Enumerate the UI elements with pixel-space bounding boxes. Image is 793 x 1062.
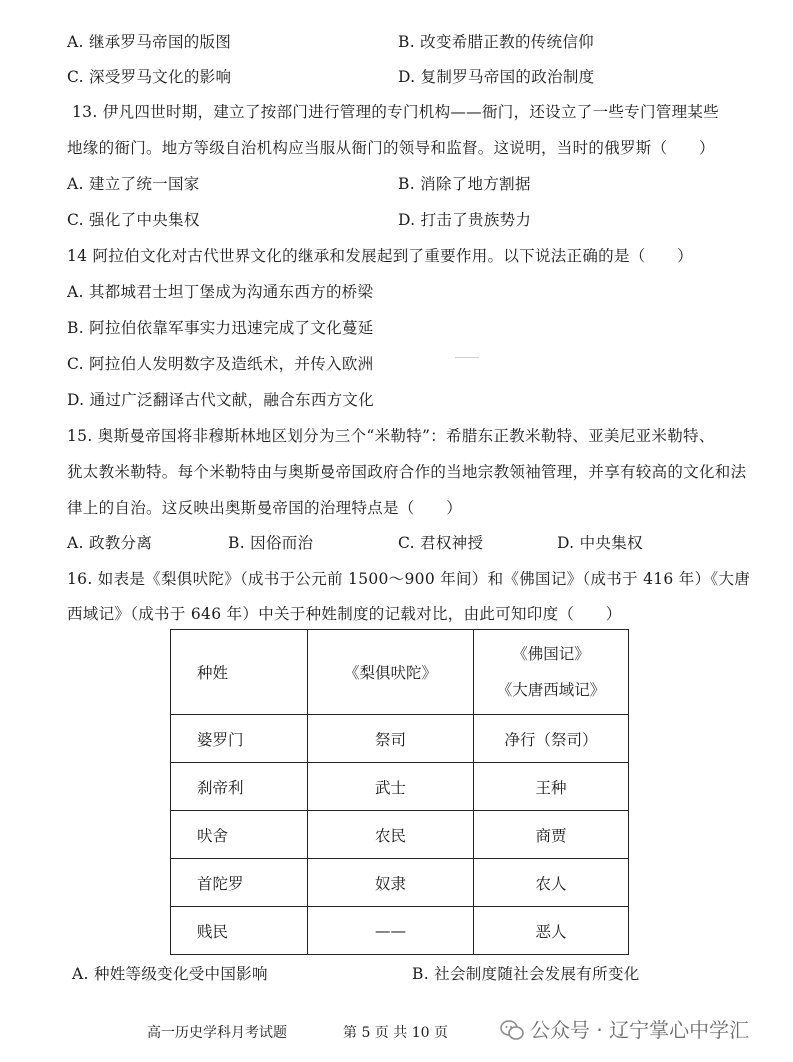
q14-option-a: A. 其都城君士坦丁堡成为沟通东西方的桥梁	[67, 283, 374, 301]
q16-option-a: A. 种姓等级变化受中国影响	[72, 965, 268, 983]
q13-stem-line2: 地缘的衙门。地方等级自治机构应当服从衙门的领导和监督。这说明，当时的俄罗斯（ ）	[67, 139, 715, 157]
cell-caste: 吠舍	[171, 811, 308, 859]
cell-later: 农人	[474, 859, 629, 907]
cell-rigveda: 武士	[308, 763, 474, 811]
q13-stem-line1: 13. 伊凡四世时期，建立了按部门进行管理的专门机构——衙门，还设立了一些专门管理某些	[72, 103, 719, 121]
scan-artifact	[455, 357, 479, 358]
table-row	[171, 763, 629, 811]
q16-stem-line2: 西域记》（成书于 646 年）中关于种姓制度的记载对比，由此可知印度（ ）	[67, 605, 622, 623]
cell-rigveda: ——	[308, 907, 474, 955]
q12-option-b: B. 改变希腊正教的传统信仰	[398, 33, 594, 51]
header-foguoji: 《佛国记》	[512, 645, 590, 663]
table-row	[171, 811, 629, 859]
q12-option-d: D. 复制罗马帝国的政治制度	[398, 68, 595, 86]
q15-option-c: C. 君权神授	[398, 534, 484, 552]
q15-option-d: D. 中央集权	[557, 534, 643, 552]
table-row	[171, 715, 629, 763]
q13-option-d: D. 打击了贵族势力	[398, 211, 532, 229]
q15-stem-line3: 律上的自治。这反映出奥斯曼帝国的治理特点是（ ）	[67, 499, 463, 517]
q16-option-b: B. 社会制度随社会发展有所变化	[412, 965, 640, 983]
header-later-texts	[474, 630, 629, 715]
q14-option-c: C. 阿拉伯人发明数字及造纸术，并传入欧洲	[67, 355, 374, 373]
header-caste: 种姓	[171, 630, 308, 715]
q12-option-a: A. 继承罗马帝国的版图	[67, 33, 232, 51]
cell-later: 净行（祭司）	[474, 715, 629, 763]
q16-stem-line1: 16. 如表是《梨俱吠陀》（成书于公元前 1500～900 年间）和《佛国记》（成书于 416 年）《大唐	[67, 570, 751, 588]
wechat-watermark	[500, 1014, 749, 1043]
exam-title: 高一历史学科月考试题	[147, 1025, 287, 1041]
cell-rigveda: 祭司	[308, 715, 474, 763]
cell-caste: 婆罗门	[171, 715, 308, 763]
q15-stem-line2: 犹太教米勒特。每个米勒特由与奥斯曼帝国政府合作的当地宗教领袖管理，并享有较高的文化和法	[67, 463, 747, 481]
table-header-row	[171, 630, 629, 715]
q13-option-b: B. 消除了地方割据	[398, 175, 531, 193]
cell-later: 王种	[474, 763, 629, 811]
q14-option-b: B. 阿拉伯依靠军事实力迅速完成了文化蔓延	[67, 319, 374, 337]
caste-comparison-table	[170, 629, 629, 955]
q15-option-a: A. 政教分离	[67, 534, 153, 552]
cell-caste: 首陀罗	[171, 859, 308, 907]
cell-rigveda: 奴隶	[308, 859, 474, 907]
q13-option-a: A. 建立了统一国家	[67, 175, 200, 193]
cell-later: 恶人	[474, 907, 629, 955]
page-number: 第 5 页 共 10 页	[343, 1025, 448, 1041]
q14-option-d: D. 通过广泛翻译古代文献，融合东西方文化	[67, 391, 375, 409]
cell-caste: 贱民	[171, 907, 308, 955]
header-rigveda: 《梨俱吠陀》	[308, 630, 474, 715]
cell-caste: 刹帝利	[171, 763, 308, 811]
q12-option-c: C. 深受罗马文化的影响	[67, 68, 232, 86]
header-datang-xiyuji: 《大唐西域记》	[496, 681, 606, 699]
table-row	[171, 859, 629, 907]
watermark-text: 公众号 · 辽宁掌心中学汇	[530, 1018, 750, 1042]
wechat-icon	[500, 1019, 524, 1041]
q15-option-b: B. 因俗而治	[228, 534, 314, 552]
cell-later: 商贾	[474, 811, 629, 859]
q14-stem: 14 阿拉伯文化对古代世界文化的继承和发展起到了重要作用。以下说法正确的是（ ）	[67, 247, 693, 265]
cell-rigveda: 农民	[308, 811, 474, 859]
q15-stem-line1: 15. 奥斯曼帝国将非穆斯林地区划分为三个“米勒特”：希腊东正教米勒特、亚美尼亚米勒特、	[67, 427, 715, 445]
q13-option-c: C. 强化了中央集权	[67, 211, 200, 229]
table-row	[171, 907, 629, 955]
